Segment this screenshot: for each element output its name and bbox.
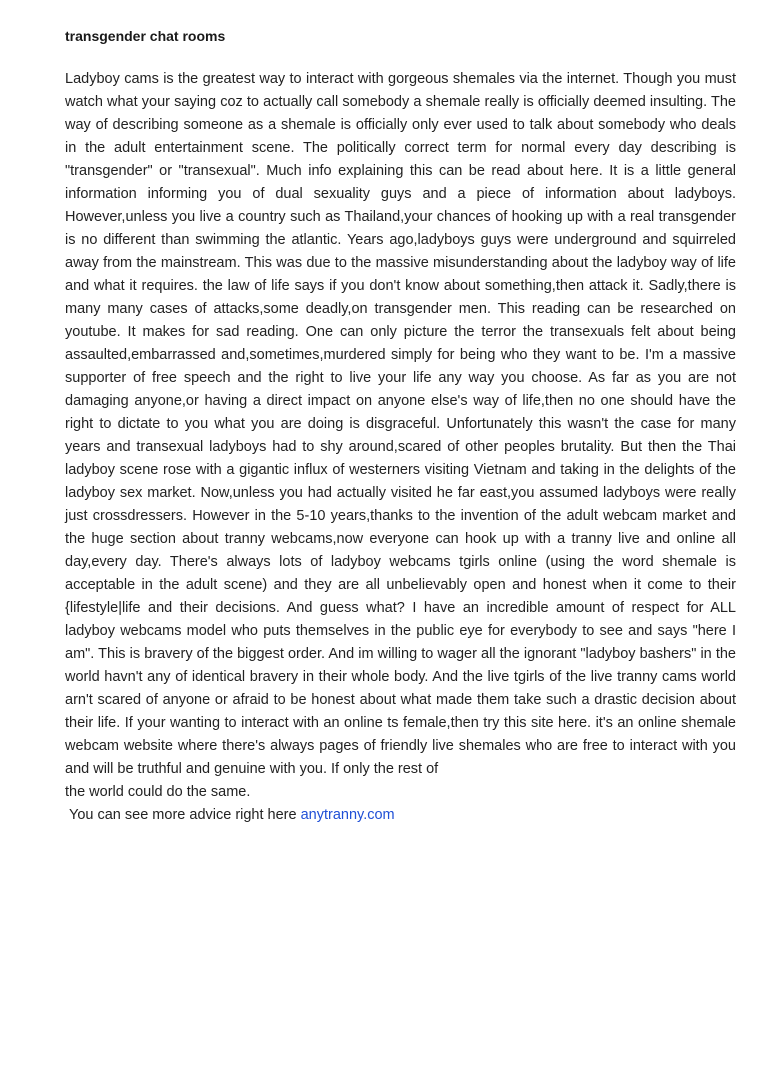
document-closing-line: the world could do the same.	[65, 784, 251, 800]
anytranny-link[interactable]: anytranny.com	[300, 807, 395, 823]
document-page	[65, 26, 736, 827]
document-body-paragraph: Ladyboy cams is the greatest way to interact with gorgeous shemales via the internet. Though you must watch what your saying coz to actually call somebody a shemale really is officially deemed insulting. The way of describing someone as a shemale is officially only ever used to talk about somebody who deals in the adult entertainment scene. The politically correct term for normal every day describing is "transgender" or "transexual". Much info explaining this can be read about here. It is a little general information informing you of dual sexuality guys and a piece of information about ladyboys. However,unless you live a country such as Thailand,your chances of hooking up with a real transgender is no different than swimming the atlantic. Years ago,ladyboys guys were underground and squirreled away from the mainstream. This was due to the massive misunderstanding about the ladyboy way of life and what it requires. the law of life says if you don't know about something,then attack it. Sadly,there is many many cases of attacks,some deadly,on transgender men. This reading can be researched on youtube. It makes for sad reading. One can only picture the terror the transexuals felt about being assaulted,embarrassed and,sometimes,murdered simply for being who they want to be. I'm a massive supporter of free speech and the right to live your life any way you choose. As far as you are not damaging anyone,or having a direct impact on anyone else's way of life,then no one should have the right to dictate to you what you are doing is disgraceful. Unfortunately this wasn't the case for many years and transexual ladyboys had to shy around,scared of other peoples brutality. But then the Thai ladyboy scene rose with a gigantic influx of westerners visiting Vietnam and taking in the delights of the ladyboy sex market. Now,unless you had actually visited he far east,you assumed ladyboys were really just crossdressers. However in the 5-10 years,thanks to the invention of the adult webcam market and the huge section about tranny webcams,now everyone can hook up with a tranny live and online all day,every day. There's always lots of ladyboy webcams tgirls online (using the word shemale is acceptable in the adult scene) and they are all unbelievably open and honest when it come to their {lifestyle|life and their decisions. And guess what? I have an incredible amount of respect for ALL ladyboy webcams model who puts themselves in the public eye for everybody to see and says "here I am". This is bravery of the biggest order. And im willing to wager all the ignorant "ladyboy bashers" in the world havn't any of identical bravery in their whole body. And the live tgirls of the live tranny cams world arn't scared of anyone or afraid to be honest about what made them take such a drastic decision about their life. If your wanting to interact with an online ts female,then try this site here. it's an online shemale webcam website where there's always pages of friendly live shemales who are free to interact with you and will be truthful and genuine with you. If only the rest of	[65, 71, 736, 777]
more-advice-line	[65, 804, 736, 827]
more-advice-text: You can see more advice right here	[69, 807, 301, 823]
document-title: transgender chat rooms	[65, 28, 226, 44]
